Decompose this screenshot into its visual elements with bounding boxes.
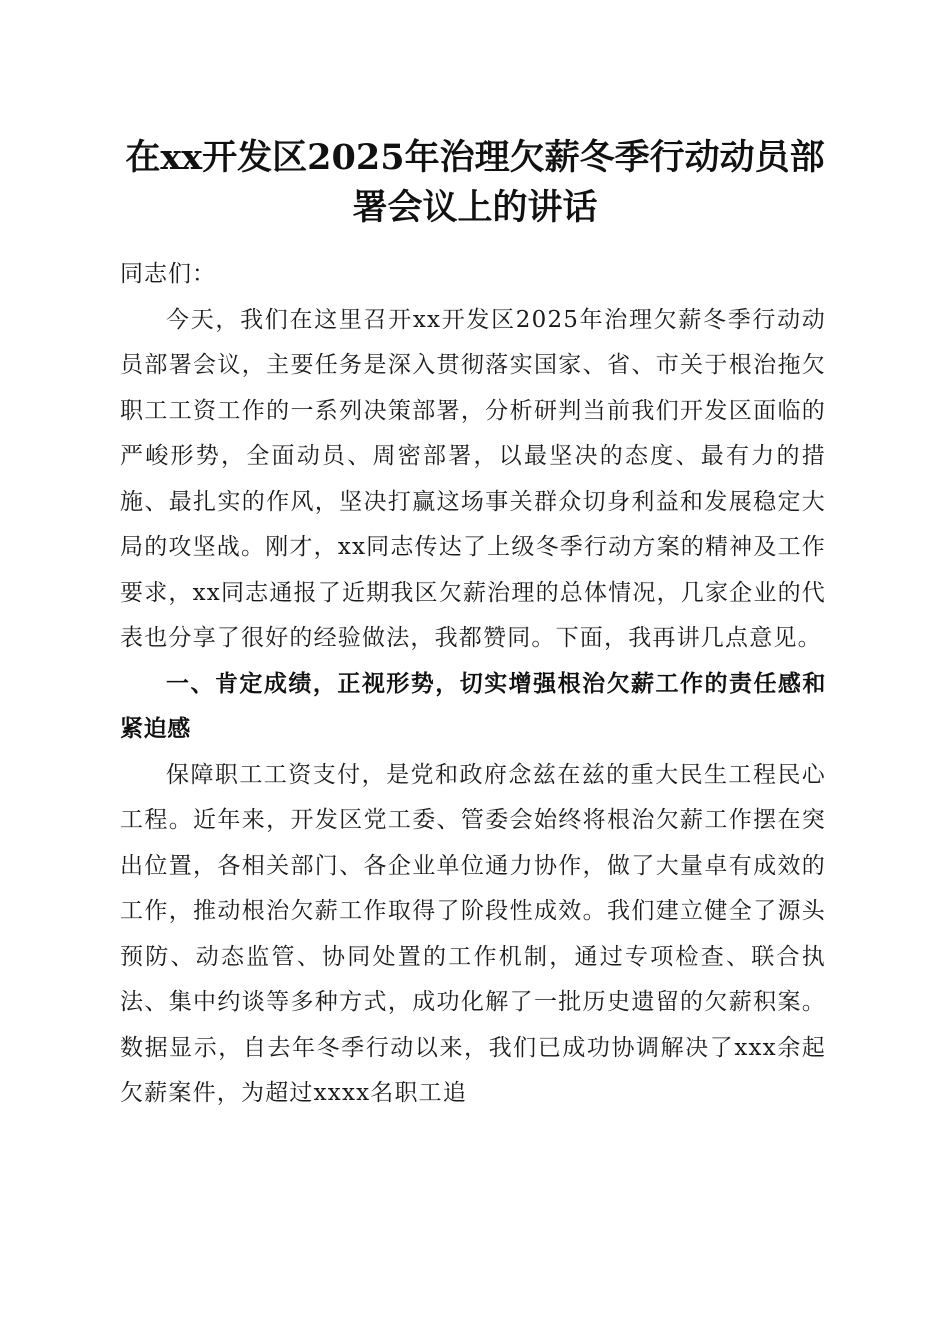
salutation: 同志们： bbox=[120, 261, 216, 287]
opening-paragraph: 今天，我们在这里召开xx开发区2025年治理欠薪冬季行动动员部署会议，主要任务是深入贯彻落实国家、省、市关于根治拖欠职工工资工作的一系列决策部署，分析研判当前我们开发区面临的严峻形势，全面动员、周密部署，以最坚决的态度、最有力的措施、最扎实的作风，坚决打赢这场事关群众切身利益和发展稳定大局的攻坚战。刚才，xx同志传达了上级冬季行动方案的精神及工作要求，xx同志通报了近期我区欠薪治理的总体情况，几家企业的代表也分享了很好的经验做法，我都赞同。下面，我再讲几点意见。 bbox=[120, 306, 826, 651]
document-body bbox=[120, 252, 826, 1117]
section-heading: 一、肯定成绩，正视形势，切实增强根治欠薪工作的责任感和紧迫感 bbox=[120, 670, 826, 742]
document-title: 在xx开发区2025年治理欠薪冬季行动动员部署会议上的讲话 bbox=[125, 137, 825, 228]
section-paragraph: 保障职工工资支付，是党和政府念兹在兹的重大民生工程民心工程。近年来，开发区党工委、管委会始终将根治欠薪工作摆在突出位置，各相关部门、各企业单位通力协作，做了大量卓有成效的工作，推动根治欠薪工作取得了阶段性成效。我们建立健全了源头预防、动态监管、协同处置的工作机制，通过专项检查、联合执法、集中约谈等多种方式，成功化解了一批历史遗留的欠薪积案。数据显示，自去年冬季行动以来，我们已成功协调解决了xxx余起欠薪案件，为超过xxxx名职工追 bbox=[120, 761, 826, 1106]
